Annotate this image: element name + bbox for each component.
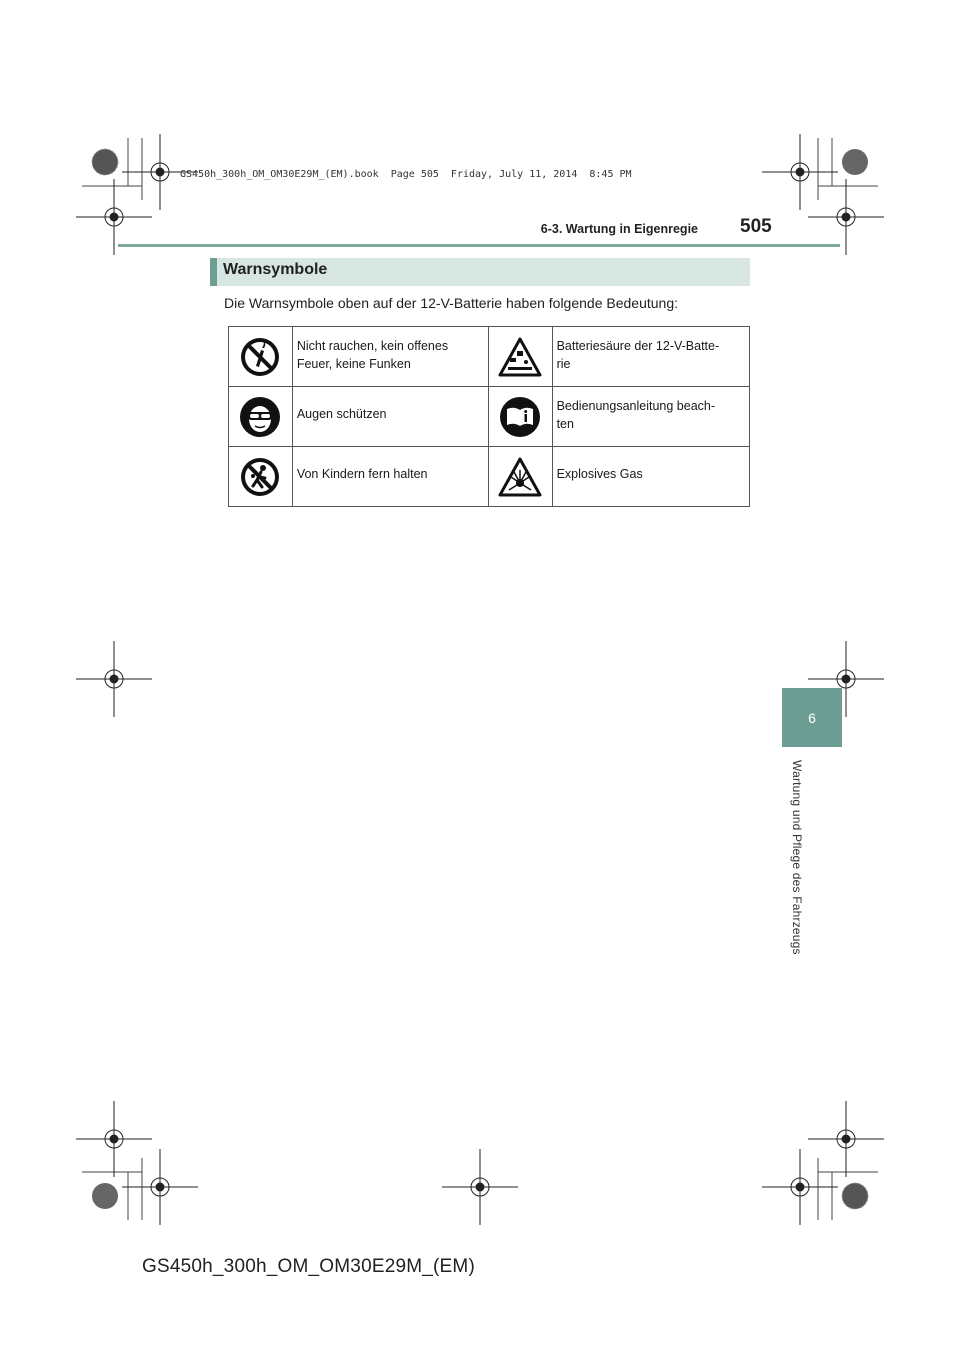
document-footer-code: GS450h_300h_OM_OM30E29M_(EM) (142, 1256, 475, 1277)
section-heading: Warnsymbole (223, 261, 328, 278)
keep-away-from-children-icon (229, 456, 292, 498)
page-number: 505 (740, 216, 772, 237)
section-header: 6-3. Wartung in Eigenregie (540, 222, 698, 236)
symbol-description: Bedienungsanleitung beach- (556, 399, 716, 413)
intro-paragraph: Die Warnsymbole oben auf der 12-V-Batterie haben folgende Bedeutung: (224, 295, 679, 311)
symbol-description: Nicht rauchen, kein offenes (296, 339, 449, 353)
explosive-gas-icon (489, 457, 552, 497)
symbol-description: Von Kindern fern halten (296, 467, 428, 481)
table-row (229, 387, 750, 447)
book-file-info: GS450h_300h_OM_OM30E29M_(EM).book Page 505 Friday, July 11, 2014 8:45 PM (180, 169, 632, 180)
read-manual-icon (489, 396, 552, 438)
chapter-tab (782, 688, 842, 747)
chapter-title: Wartung und Pflege des Fahrzeugs (790, 760, 804, 955)
symbol-description: ten (556, 417, 574, 431)
battery-acid-warning-icon (489, 337, 552, 377)
header-rule (118, 244, 840, 247)
chapter-number: 6 (808, 709, 816, 726)
symbol-description: Explosives Gas (556, 467, 643, 481)
symbol-description: Augen schützen (296, 407, 387, 421)
symbol-description: Feuer, keine Funken (296, 357, 411, 371)
table-row (229, 447, 750, 507)
symbol-description: rie (556, 357, 571, 371)
warning-symbols-table (228, 326, 750, 507)
symbol-description: Batteriesäure der 12-V-Batte- (556, 339, 720, 353)
table-row (229, 327, 750, 387)
no-smoking-no-fire-icon (229, 336, 292, 378)
eye-protection-icon (229, 396, 292, 438)
